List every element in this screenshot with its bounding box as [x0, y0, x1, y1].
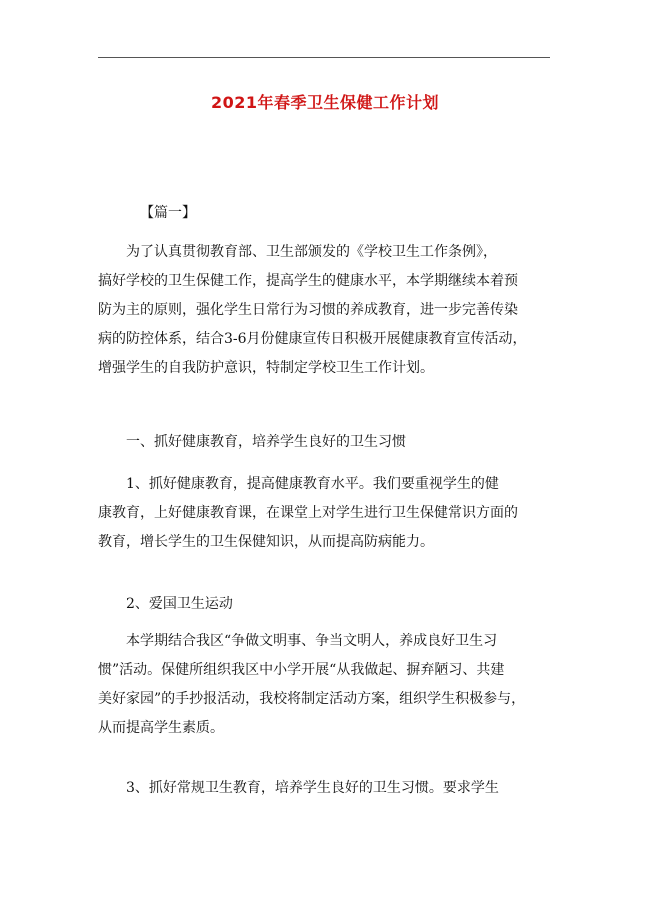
paragraph-line: 搞好学校的卫生保健工作，提高学生的健康水平，本学期继续本着预 [98, 273, 518, 289]
section-label: 【篇一】 [140, 205, 196, 221]
paragraph-line: 防为主的原则，强化学生日常行为习惯的养成教育，进一步完善传染 [98, 302, 518, 318]
paragraph-line: 1、抓好健康教育，提高健康教育水平。我们要重视学生的健 [126, 476, 499, 492]
paragraph-line: 病的防控体系，结合3-6月份健康宣传日积极开展健康教育宣传活动， [98, 331, 527, 347]
section-heading-1 [98, 428, 552, 457]
paragraph-4 [98, 774, 552, 803]
document-title: 2021年春季卫生保健工作计划 [210, 93, 440, 112]
paragraph-line: 惯”活动。保健所组织我区中小学开展“从我做起、摒弃陋习、共建 [98, 662, 505, 678]
paragraph-3 [98, 627, 552, 743]
heading-line: 一、抓好健康教育，培养学生良好的卫生习惯 [126, 434, 406, 450]
heading-line: 2、爱国卫生运动 [126, 596, 233, 612]
section-heading-2 [98, 590, 552, 619]
paragraph-line: 美好家园”的手抄报活动，我校将制定活动方案，组织学生积极参与， [98, 691, 526, 707]
paragraph-line: 从而提高学生素质。 [98, 720, 224, 736]
paragraph-line: 康教育，上好健康教育课，在课堂上对学生进行卫生保健常识方面的 [98, 505, 518, 521]
header-divider [98, 57, 550, 58]
paragraph-line: 教育，增长学生的卫生保健知识，从而提高防病能力。 [98, 534, 434, 550]
paragraph-line: 本学期结合我区“争做文明事、争当文明人，养成良好卫生习 [126, 633, 498, 649]
paragraph-line: 3、抓好常规卫生教育，培养学生良好的卫生习惯。要求学生 [126, 780, 499, 796]
paragraph-line: 增强学生的自我防护意识，特制定学校卫生工作计划。 [98, 360, 434, 376]
paragraph-1 [98, 238, 552, 383]
paragraph-2 [98, 470, 552, 557]
paragraph-line: 为了认真贯彻教育部、卫生部颁发的《学校卫生工作条例》， [126, 244, 497, 260]
